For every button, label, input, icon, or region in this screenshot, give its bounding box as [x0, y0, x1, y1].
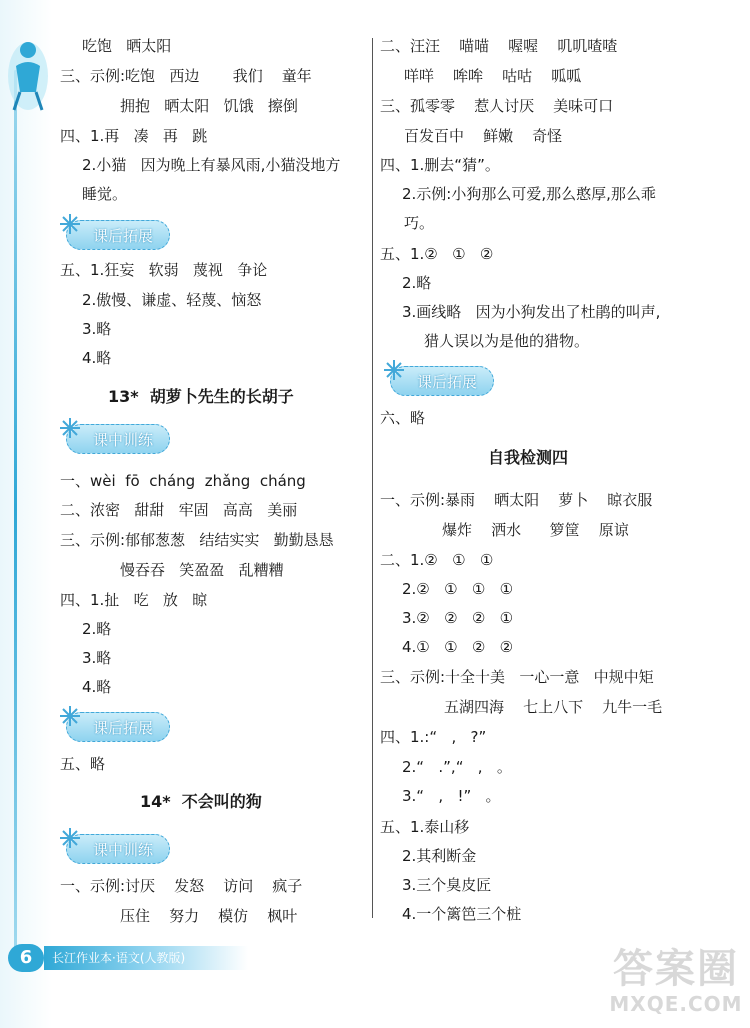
- watermark-line2: MXQE.COM: [609, 992, 743, 1016]
- answer-line: 三、示例:十全十美 一心一意 中规中矩: [380, 668, 654, 686]
- answer-line: 3.略: [82, 320, 112, 338]
- section-tag-after-class: [66, 220, 170, 250]
- section-tag-in-class: [66, 424, 170, 454]
- answer-line: 吃饱 晒太阳: [82, 37, 172, 55]
- answer-line: 慢吞吞 笑盈盈 乱糟糟: [120, 561, 284, 579]
- answer-line: 三、示例:吃饱 西边 我们 童年: [60, 67, 312, 85]
- answer-line: 四、1.:“ , ?”: [380, 728, 487, 746]
- answer-line: 3.② ② ② ①: [402, 609, 514, 627]
- answer-line: 2.小猫 因为晚上有暴风雨,小猫没地方: [82, 156, 341, 174]
- answer-line: 2.示例:小狗那么可爱,那么憨厚,那么乖: [402, 185, 656, 203]
- answer-line: 2.“ .”,“ , 。: [402, 758, 512, 776]
- answer-line: 一、示例:暴雨 晒太阳 萝卜 晾衣服: [380, 491, 653, 509]
- answer-line: 4.略: [82, 349, 112, 367]
- answer-line: 3.画线略 因为小狗发出了杜鹃的叫声,: [402, 303, 661, 321]
- answer-line: 五、1.② ① ②: [380, 245, 494, 263]
- child-figure-icon: [2, 36, 54, 116]
- answer-line: 五湖四海 七上八下 九牛一毛: [444, 698, 663, 716]
- answer-line: 二、1.② ① ①: [380, 551, 494, 569]
- answer-line: 4.一个篱笆三个桩: [402, 905, 522, 923]
- answer-line: 五、1.泰山移: [380, 818, 470, 836]
- watermark-line1: 答案圈: [613, 946, 739, 992]
- lesson-title: 13* 胡萝卜先生的长胡子: [108, 387, 294, 406]
- answer-line: 一、示例:讨厌 发怒 访问 疯子: [60, 877, 303, 895]
- answer-line: 二、汪汪 喵喵 喔喔 叽叽喳喳: [380, 37, 618, 55]
- answer-line: 压住 努力 模仿 枫叶: [120, 907, 298, 925]
- answer-line: 猎人误以为是他的猎物。: [424, 332, 590, 350]
- section-tag-after-class: [66, 712, 170, 742]
- flower-icon: [383, 359, 405, 381]
- column-divider: [372, 38, 373, 918]
- answer-line: 四、1.删去“猜”。: [380, 156, 500, 174]
- answer-line: 2.略: [82, 620, 112, 638]
- page-number: 6: [8, 944, 44, 972]
- site-watermark: [608, 946, 744, 1022]
- answer-line: 四、1.再 凑 再 跳: [60, 127, 208, 145]
- section-tag-in-class: [66, 834, 170, 864]
- answer-line: 睡觉。: [82, 185, 128, 203]
- left-decorative-margin: [0, 0, 52, 1028]
- section-tag-label: 课中训练: [92, 431, 153, 449]
- margin-line: [14, 70, 17, 950]
- section-tag-label: 课中训练: [92, 841, 153, 859]
- answer-line: 一、wèi fō cháng zhǎng cháng: [60, 472, 306, 490]
- answer-line: 2.其利断金: [402, 847, 477, 865]
- answer-line: 咩咩 哞哞 咕咕 呱呱: [404, 67, 582, 85]
- answer-line: 2.略: [402, 274, 432, 292]
- flower-icon: [59, 705, 81, 727]
- answer-line: 拥抱 晒太阳 饥饿 擦倒: [120, 97, 298, 115]
- answer-line: 3.略: [82, 649, 112, 667]
- lesson-title: 14* 不会叫的狗: [140, 792, 262, 811]
- section-tag-label: 课后拓展: [92, 719, 153, 737]
- answer-line: 2.② ① ① ①: [402, 580, 514, 598]
- flower-icon: [59, 213, 81, 235]
- answer-line: 四、1.扯 吃 放 晾: [60, 591, 208, 609]
- section-title: 自我检测四: [488, 448, 569, 467]
- section-tag-label: 课后拓展: [92, 227, 153, 245]
- answer-line: 三、示例:郁郁葱葱 结结实实 勤勤恳恳: [60, 531, 334, 549]
- footer-book-title: 长江作业本·语文(人教版): [44, 946, 248, 970]
- answer-line: 巧。: [404, 214, 435, 232]
- flower-icon: [59, 827, 81, 849]
- section-tag-label: 课后拓展: [416, 373, 477, 391]
- answer-line: 3.“ , !” 。: [402, 787, 501, 805]
- answer-line: 三、孤零零 惹人讨厌 美味可口: [380, 97, 614, 115]
- answer-line: 五、略: [60, 755, 106, 773]
- answer-line: 百发百中 鲜嫩 奇怪: [404, 127, 563, 145]
- answer-line: 二、浓密 甜甜 牢固 高高 美丽: [60, 501, 298, 519]
- answer-line: 六、略: [380, 409, 426, 427]
- flower-icon: [59, 417, 81, 439]
- answer-line: 2.傲慢、谦虚、轻蔑、恼怒: [82, 291, 262, 309]
- answer-line: 4.① ① ② ②: [402, 638, 514, 656]
- answer-line: 3.三个臭皮匠: [402, 876, 492, 894]
- answer-line: 4.略: [82, 678, 112, 696]
- answer-line: 五、1.狂妄 软弱 蔑视 争论: [60, 261, 268, 279]
- answer-line: 爆炸 洒水 箩筐 原谅: [442, 521, 629, 539]
- section-tag-after-class: [390, 366, 494, 396]
